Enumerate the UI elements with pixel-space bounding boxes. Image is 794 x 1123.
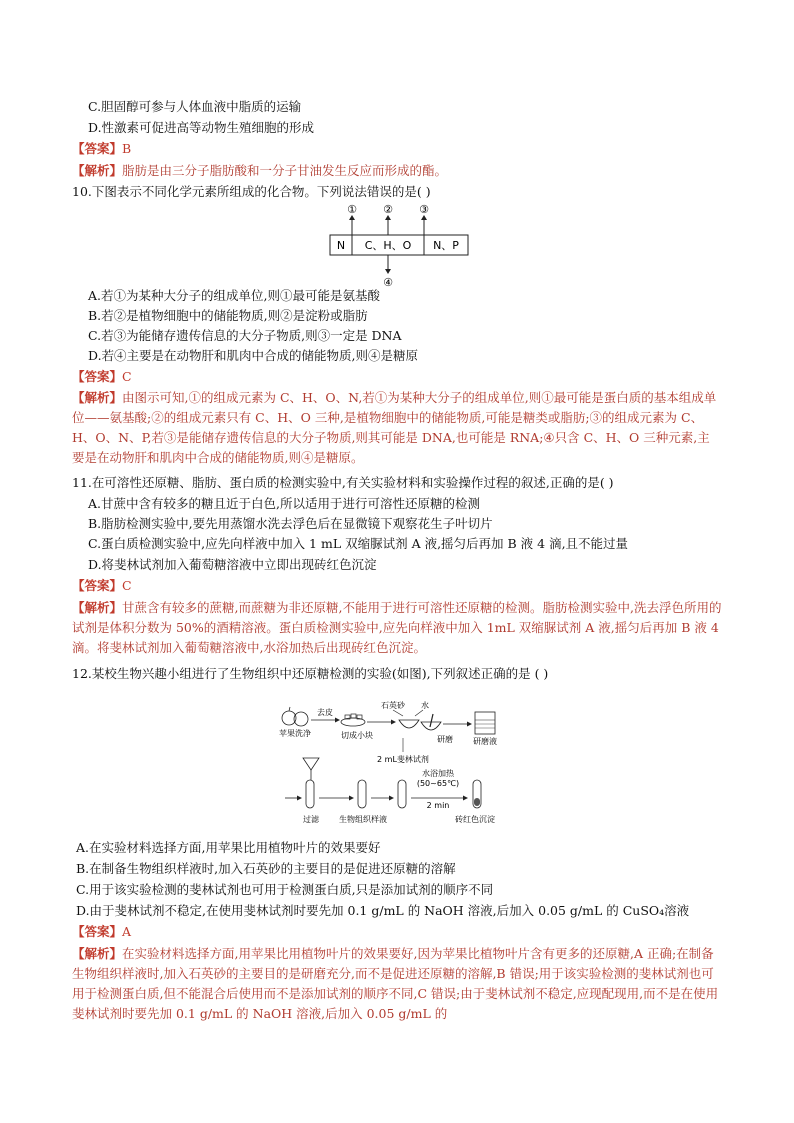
analysis-label: 【解析】 <box>72 163 123 178</box>
test-tube-icon <box>398 780 406 808</box>
q10-answer <box>72 367 132 387</box>
q11-stem: 11.在可溶性还原糖、脂肪、蛋白质的检测实验中,有关实验材料和实验操作过程的叙述,正确的是( ) <box>72 475 614 490</box>
arrow-right-icon <box>349 796 354 801</box>
box-n-label: N <box>336 239 346 252</box>
arrow-down-icon <box>385 269 391 274</box>
precipitate-mark <box>474 798 480 806</box>
label-ppt: 砖红色沉淀 <box>455 815 495 824</box>
analysis-text: 甘蔗含有较多的蔗糖,而蔗糖为非还原糖,不能用于进行可溶性还原糖的检测。脂肪检测实验中,洗去浮色所用的试剂是体积分数为 50%的酒精溶液。蛋白质检测实验中,应先向样液中加入 1mL 双缩脲试剂 A 液,摇匀后再加 B 液 4 滴。将斐林试剂加入葡萄糖溶液中,水浴加热后出现砖红色沉淀。 <box>72 600 722 655</box>
label-cut: 切成小块 <box>341 731 373 740</box>
q10-element-diagram <box>320 203 480 289</box>
label-grind: 研磨 <box>437 735 453 744</box>
q12-option-a: A.在实验材料选择方面,用苹果比用植物叶片的效果要好 <box>76 840 381 855</box>
label-filter: 过滤 <box>303 815 319 824</box>
label-sand: 石英砂 <box>381 701 405 710</box>
label-fehling: 2 mL斐林试剂 <box>377 755 429 764</box>
q10-option-a: A.若①为某种大分子的组成单位,则①最可能是氨基酸 <box>88 288 380 303</box>
q11-analysis <box>72 598 722 658</box>
label-water: 水 <box>421 701 429 710</box>
q10-option-c: C.若③为能储存遗传信息的大分子物质,则③一定是 DNA <box>88 328 402 343</box>
apple-icon <box>282 707 308 726</box>
analysis-label: 【解析】 <box>72 600 123 615</box>
label-temp: (50~65℃) <box>416 779 460 788</box>
q10-stem: 10.下图表示不同化学元素所组成的化合物。下列说法错误的是( ) <box>72 184 431 199</box>
analysis-label: 【解析】 <box>72 946 123 961</box>
q12-answer <box>72 922 131 942</box>
label-3: ③ <box>419 203 429 216</box>
arrow-right-icon <box>391 720 396 725</box>
q9-answer <box>72 139 131 159</box>
arrow-right-icon <box>463 796 468 801</box>
box-cho-label: C、H、O <box>364 239 412 252</box>
q12-stem: 12.某校生物兴趣小组进行了生物组织中还原糖检测的实验(如图),下列叙述正确的是 ( ) <box>72 666 549 681</box>
q12-option-c: C.用于该实验检测的斐林试剂也可用于检测蛋白质,只是添加试剂的顺序不同 <box>76 882 494 897</box>
test-tube-icon <box>358 780 366 808</box>
q12-option-b: B.在制备生物组织样液时,加入石英砂的主要目的是促进还原糖的溶解 <box>76 861 456 876</box>
answer-value: C <box>122 369 132 384</box>
answer-label: 【答案】 <box>72 369 123 384</box>
q10-analysis <box>72 388 722 468</box>
analysis-text: 脂肪是由三分子脂肪酸和一分子甘油发生反应而形成的酯。 <box>122 163 448 178</box>
label-peel: 去皮 <box>317 708 333 717</box>
q10-option-b: B.若②是植物细胞中的储能物质,则②是淀粉或脂肪 <box>88 308 368 323</box>
mortar-icon <box>399 720 419 728</box>
q12-experiment-diagram <box>275 700 515 830</box>
label-time: 2 min <box>426 801 450 810</box>
q11-option-c: C.蛋白质检测实验中,应先向样液中加入 1 mL 双缩脲试剂 A 液,摇匀后再加 B 液 4 滴,且不能过量 <box>88 536 629 551</box>
label-1: ① <box>347 203 357 216</box>
analysis-label: 【解析】 <box>72 390 123 405</box>
beaker-icon <box>475 712 495 734</box>
q9-option-c: C.胆固醇可参与人体血液中脂质的运输 <box>88 99 302 114</box>
q9-analysis <box>72 161 447 181</box>
q9-option-d: D.性激素可促进高等动物生殖细胞的形成 <box>88 120 315 135</box>
q11-option-d: D.将斐林试剂加入葡萄糖溶液中立即出现砖红色沉淀 <box>88 557 377 572</box>
q11-answer <box>72 576 132 596</box>
label-sample: 生物组织样液 <box>339 815 387 824</box>
answer-label: 【答案】 <box>72 924 123 939</box>
label-2: ② <box>383 203 393 216</box>
q11-option-a: A.甘蔗中含有较多的糖且近于白色,所以适用于进行可溶性还原糖的检测 <box>88 496 480 511</box>
q11-option-b: B.脂肪检测实验中,要先用蒸馏水洗去浮色后在显微镜下观察花生子叶切片 <box>88 516 493 531</box>
answer-value: B <box>122 141 132 156</box>
q12-option-d: D.由于斐林试剂不稳定,在使用斐林试剂时要先加 0.1 g/mL 的 NaOH 溶液,后加入 0.05 g/mL 的 CuSO₄溶液 <box>76 903 690 918</box>
label-wash: 苹果洗净 <box>279 729 311 738</box>
arrow-right-icon <box>335 718 340 723</box>
arrow-right-icon <box>467 722 472 727</box>
answer-label: 【答案】 <box>72 578 123 593</box>
test-tube-icon <box>306 780 314 808</box>
q10-option-d: D.若④主要是在动物肝和肌肉中合成的储能物质,则④是糖原 <box>88 348 419 363</box>
apple-pieces-icon <box>341 714 365 726</box>
label-bath: 水浴加热 <box>422 769 454 778</box>
label-liquid: 研磨液 <box>473 737 497 746</box>
answer-value: A <box>122 924 132 939</box>
answer-label: 【答案】 <box>72 141 123 156</box>
analysis-text: 由图示可知,①的组成元素为 C、H、O、N,若①为某种大分子的组成单位,则①最可能是蛋白质的基本组成单位——氨基酸;②的组成元素只有 C、H、O 三种,是植物细胞中的储能物质,可能是糖类或脂肪;③的组成元素为 C、H、O、N、P,若③是能储存遗传信息的大分子物质,则其可能是 DNA,也可能是 RNA;④只含 C、H、O 三种元素,主要是在动物肝和肌肉中合成的储能物质,则④是糖原。 <box>72 390 717 465</box>
funnel-icon <box>303 758 319 780</box>
arrow-right-icon <box>389 796 394 801</box>
analysis-text: 在实验材料选择方面,用苹果比用植物叶片的效果要好,因为苹果比植物叶片含有更多的还原糖,A 正确;在制备生物组织样液时,加入石英砂的主要目的是研磨充分,而不是促进还原糖的溶解,B 错误;用于该实验检测的斐林试剂也可用于检测蛋白质,但不能混合后使用而不是添加试剂的顺序不同,C 错误;由于斐林试剂不稳定,应现配现用,而不是在使用斐林试剂时要先加 0.1 g/mL 的 NaOH 溶液,后加入 0.05 g/mL 的 <box>72 946 719 1021</box>
arrow-right-icon <box>297 796 302 801</box>
answer-value: C <box>122 578 132 593</box>
q12-analysis <box>72 944 722 1024</box>
label-4: ④ <box>383 276 393 289</box>
box-np-label: N、P <box>433 239 459 252</box>
